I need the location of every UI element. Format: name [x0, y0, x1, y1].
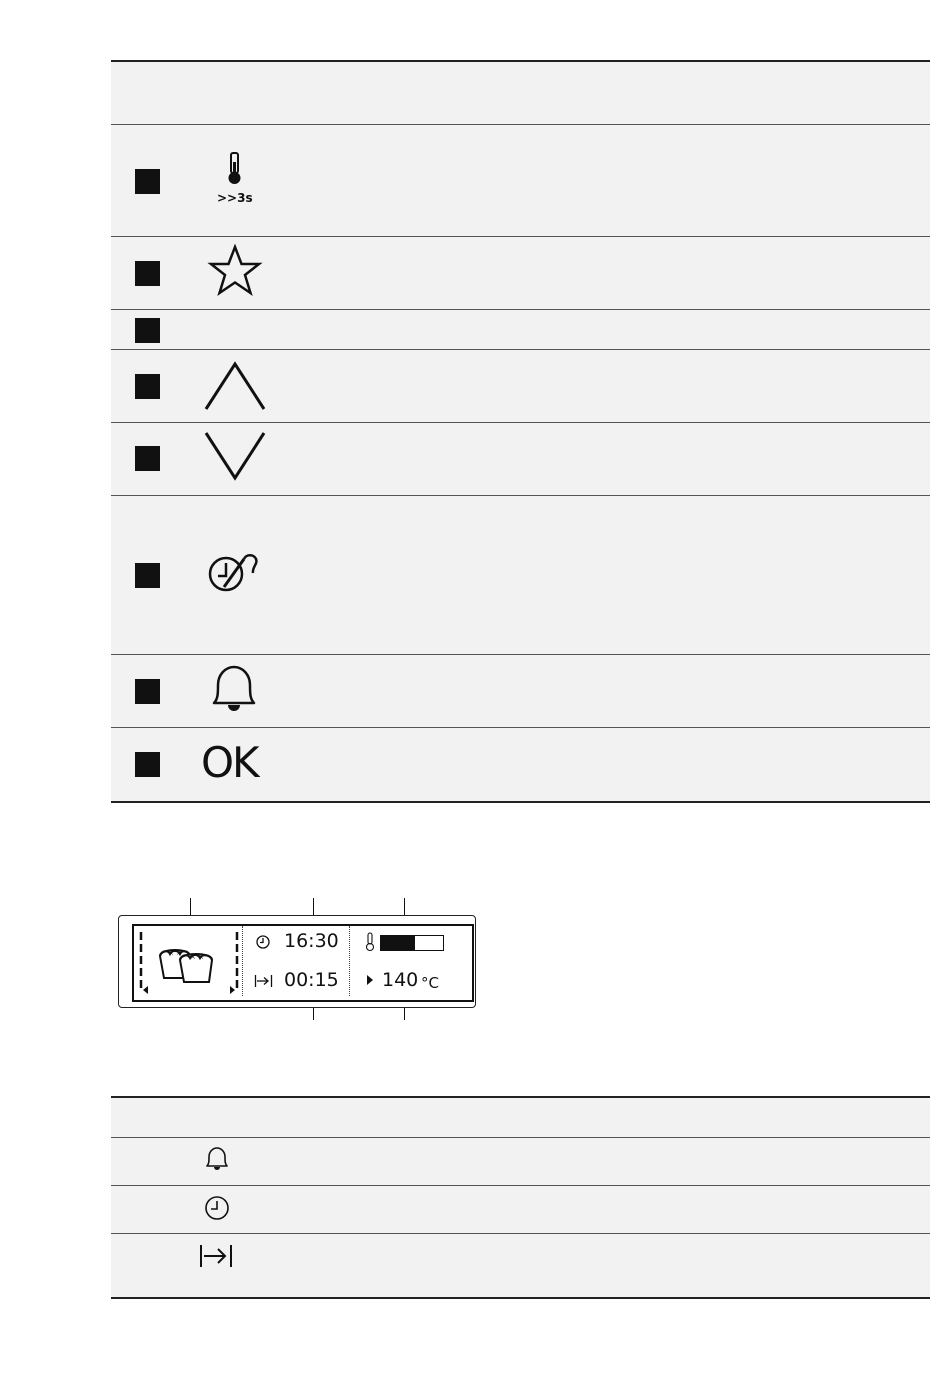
clock-icon [203, 1195, 231, 1223]
row-marker [135, 446, 160, 471]
row-marker [135, 318, 160, 343]
table-row [111, 1138, 930, 1185]
duration-readout: 00:15 [284, 969, 339, 991]
table-rule [111, 1297, 930, 1299]
time-readout: 16:30 [284, 930, 339, 952]
star-icon [207, 244, 263, 298]
table-rule [111, 60, 930, 62]
clock-probe-icon [206, 553, 266, 595]
controls-table-header [111, 62, 930, 125]
down-arrow-icon [203, 430, 267, 482]
temperature-value: 140 [382, 969, 419, 991]
thermometer-icon [364, 932, 376, 952]
duration-arrow-icon [254, 973, 274, 989]
play-indicator-icon [366, 974, 374, 986]
row-marker [135, 679, 160, 704]
table-rule [111, 1096, 930, 1098]
indicator-table-header [111, 1098, 930, 1137]
row-marker [135, 169, 160, 194]
temperature-unit: °C [421, 974, 439, 992]
svg-text:× ×: × × [168, 949, 182, 957]
cake-icon [156, 944, 222, 984]
bell-icon [208, 663, 260, 717]
up-arrow-icon [203, 360, 267, 412]
svg-text:× ×: × × [190, 953, 204, 961]
row-marker [135, 563, 160, 588]
heat-up-bar-fill [381, 936, 415, 950]
duration-arrow-icon [199, 1242, 235, 1270]
display-divider [242, 926, 243, 996]
thermometer-3s-label: >>3s [217, 191, 253, 205]
row-marker [135, 752, 160, 777]
row-marker [135, 261, 160, 286]
clock-icon [255, 934, 271, 950]
heat-up-bar [380, 935, 444, 951]
bell-icon [204, 1146, 230, 1174]
table-row [111, 310, 930, 349]
table-row [111, 1186, 930, 1233]
display-divider [349, 926, 350, 996]
ok-icon: OK [201, 738, 258, 787]
row-marker [135, 374, 160, 399]
table-rule [111, 801, 930, 803]
